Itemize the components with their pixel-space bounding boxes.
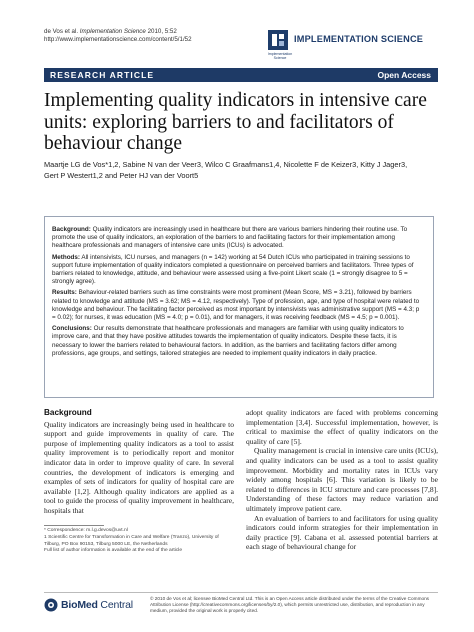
citation-url[interactable]: http://www.implementationscience.com/content/5/1/52	[44, 36, 192, 43]
journal-logo	[262, 28, 442, 62]
abstract-conclusions	[52, 325, 424, 358]
logo-subtitle: Implementation Science	[267, 52, 293, 60]
authors-line2: Gert P Westert1,2 and Peter HJ van der Voort5	[44, 170, 199, 180]
citation-authors: de Vos et al.	[44, 28, 79, 35]
license-text: © 2010 de Vos et al; licensee BioMed Central Ltd. This is an Open Access article distributed under the terms of the Creative Commons Attribution License (http://creativecommons.org/licenses/by/2.0), which permits unrestricted use, distribution, and reproduction in any medium, provided the original work is properly cited.	[150, 596, 430, 613]
publisher-name-bold: BioMed	[61, 599, 98, 611]
citation	[44, 28, 192, 44]
article-type: RESEARCH ARTICLE	[50, 70, 155, 80]
abstract-conclusions-text: Our results demonstrate that healthcare professionals and managers are familiar with using quality indicators to improve care, and that they have positive attitudes towards the implementation of quality indicators. Despite these facts, it is necessary to lower the barriers related to behavioural factors. In addition, as the barriers and facilitating factors differ among professions, age groups, and settings, tailored strategies are needed to implement quality indicators in daily practice.	[52, 325, 404, 357]
citation-journal: Implementation Science	[79, 28, 146, 35]
body-paragraph: An evaluation of barriers to and facilitators for using quality indicators could inform strategies for their implementation in daily practice [9]. Cabana et al. assessed potential barriers at each stage of behavioural change for	[246, 513, 438, 552]
author-info-note: Full list of author information is available at the end of the article	[44, 548, 183, 554]
abstract-results-text: Behaviour-related barriers such as time constraints were most prominent (Mean Score, MS = 3.21), followed by barriers related to knowledge and attitude (MS = 3.62; MS = 4.12, respectively). Type of profession, age, and type of hospital were related to knowledge and behaviour. The facilitating factor perceived as most important by intensivists was administrative support (MS = 4.3; p = 0.02); for nurses, it was education (MS = 4.0; p = 0.01), and for managers, it was receiving feedback (MS = 4.5; p = 0.001).	[52, 289, 420, 322]
citation-line1	[44, 28, 192, 36]
abstract-results-label: Results:	[52, 289, 77, 297]
open-access-label: Open Access	[377, 70, 431, 80]
body-paragraph: adopt quality indicators are faced with problems concerning implementation [3,4]. Successful implementation, however, is critical to maximise the effect of quality indicators on the quality of care [5].	[246, 408, 438, 446]
abstract-background-label: Background:	[52, 226, 91, 233]
abstract-background-text: Quality indicators are increasingly used in healthcare but there are various barriers hindering their routine use. To promote the use of quality indicators, an exploration of the barriers to and facilitating factors for their implementation among healthcare professionals and managers of intensive care units (ICUs) is advocated.	[52, 226, 408, 250]
abstract-methods	[52, 254, 424, 287]
affiliation-note: 1 Scientific Centre for Transformation in Care and Welfare (Tranzo), University of Tilburg, PO Box 90153, Tilburg 5000 LE, the Netherlands	[44, 534, 219, 547]
abstract-results	[52, 289, 424, 322]
biomed-central-logo	[44, 598, 146, 612]
abstract-methods-label: Methods:	[52, 253, 80, 261]
author-list	[44, 160, 438, 181]
journal-name: IMPLEMENTATION SCIENCE	[294, 34, 424, 44]
publisher-name	[61, 599, 133, 611]
publisher-name-regular: Central	[97, 599, 133, 611]
footnotes	[44, 528, 234, 555]
background-heading: Background	[44, 408, 92, 417]
body-column-right	[246, 408, 438, 552]
body-paragraph: Quality indicators are increasingly being used in healthcare to support and guide improvements in quality of care. The purpose of implementing quality indicators as a tool to assist quality improvement is to periodically report and monitor indicator data in order to improve quality of care. In several countries, the development of indicators is emerging and examples of sets of indicators for quality of hospital care are available [1,2]. Although quality indicators are applied as a tool to guide the process of quality improvement in healthcare, hospitals that	[44, 419, 234, 515]
footer-divider	[44, 592, 438, 593]
abstract-background	[52, 226, 424, 251]
citation-volume: 2010, 5:52	[145, 28, 177, 35]
abstract-box	[44, 216, 434, 398]
article-banner	[44, 68, 438, 82]
implementation-science-logo-icon	[268, 30, 288, 50]
abstract-conclusions-label: Conclusions:	[52, 325, 92, 333]
footnote-divider	[44, 525, 104, 526]
abstract-methods-text: All intensivists, ICU nurses, and managers (n = 142) working at 54 Dutch ICUs who participated in training sessions to support future implementation of quality indicators completed a questionnaire on perceived barriers and facilitators. Three types of barriers related to knowledge, attitude, and behaviour were assessed using a five-point Likert scale (1 = strongly disagree to 5 = strongly agree).	[52, 253, 414, 286]
article-title: Implementing quality indicators in intensive care units: exploring barriers to and facilitators of behaviour change	[44, 90, 427, 154]
body-column-left	[44, 408, 234, 516]
correspondence-note: * Correspondence: m.l.g.devos@uvt.nl	[44, 528, 128, 533]
body-paragraph: Quality management is crucial in intensive care units (ICUs), and quality indicators can be used as a tool to assist quality improvement. Morbidity and mortality rates in ICUs vary widely among hospitals [6]. This variation is likely to be related to differences in ICU structure and care processes [7,8]. Understanding of these factors may reduce variation and ultimately improve patient care.	[246, 446, 438, 513]
biomed-central-logo-icon	[44, 598, 58, 612]
authors-line1: Maartje LG de Vos*1,2, Sabine N van der Veer3, Wilco C Graafmans1,4, Nicolette F de Keizer3, Kitty J Jager3,	[44, 160, 408, 169]
